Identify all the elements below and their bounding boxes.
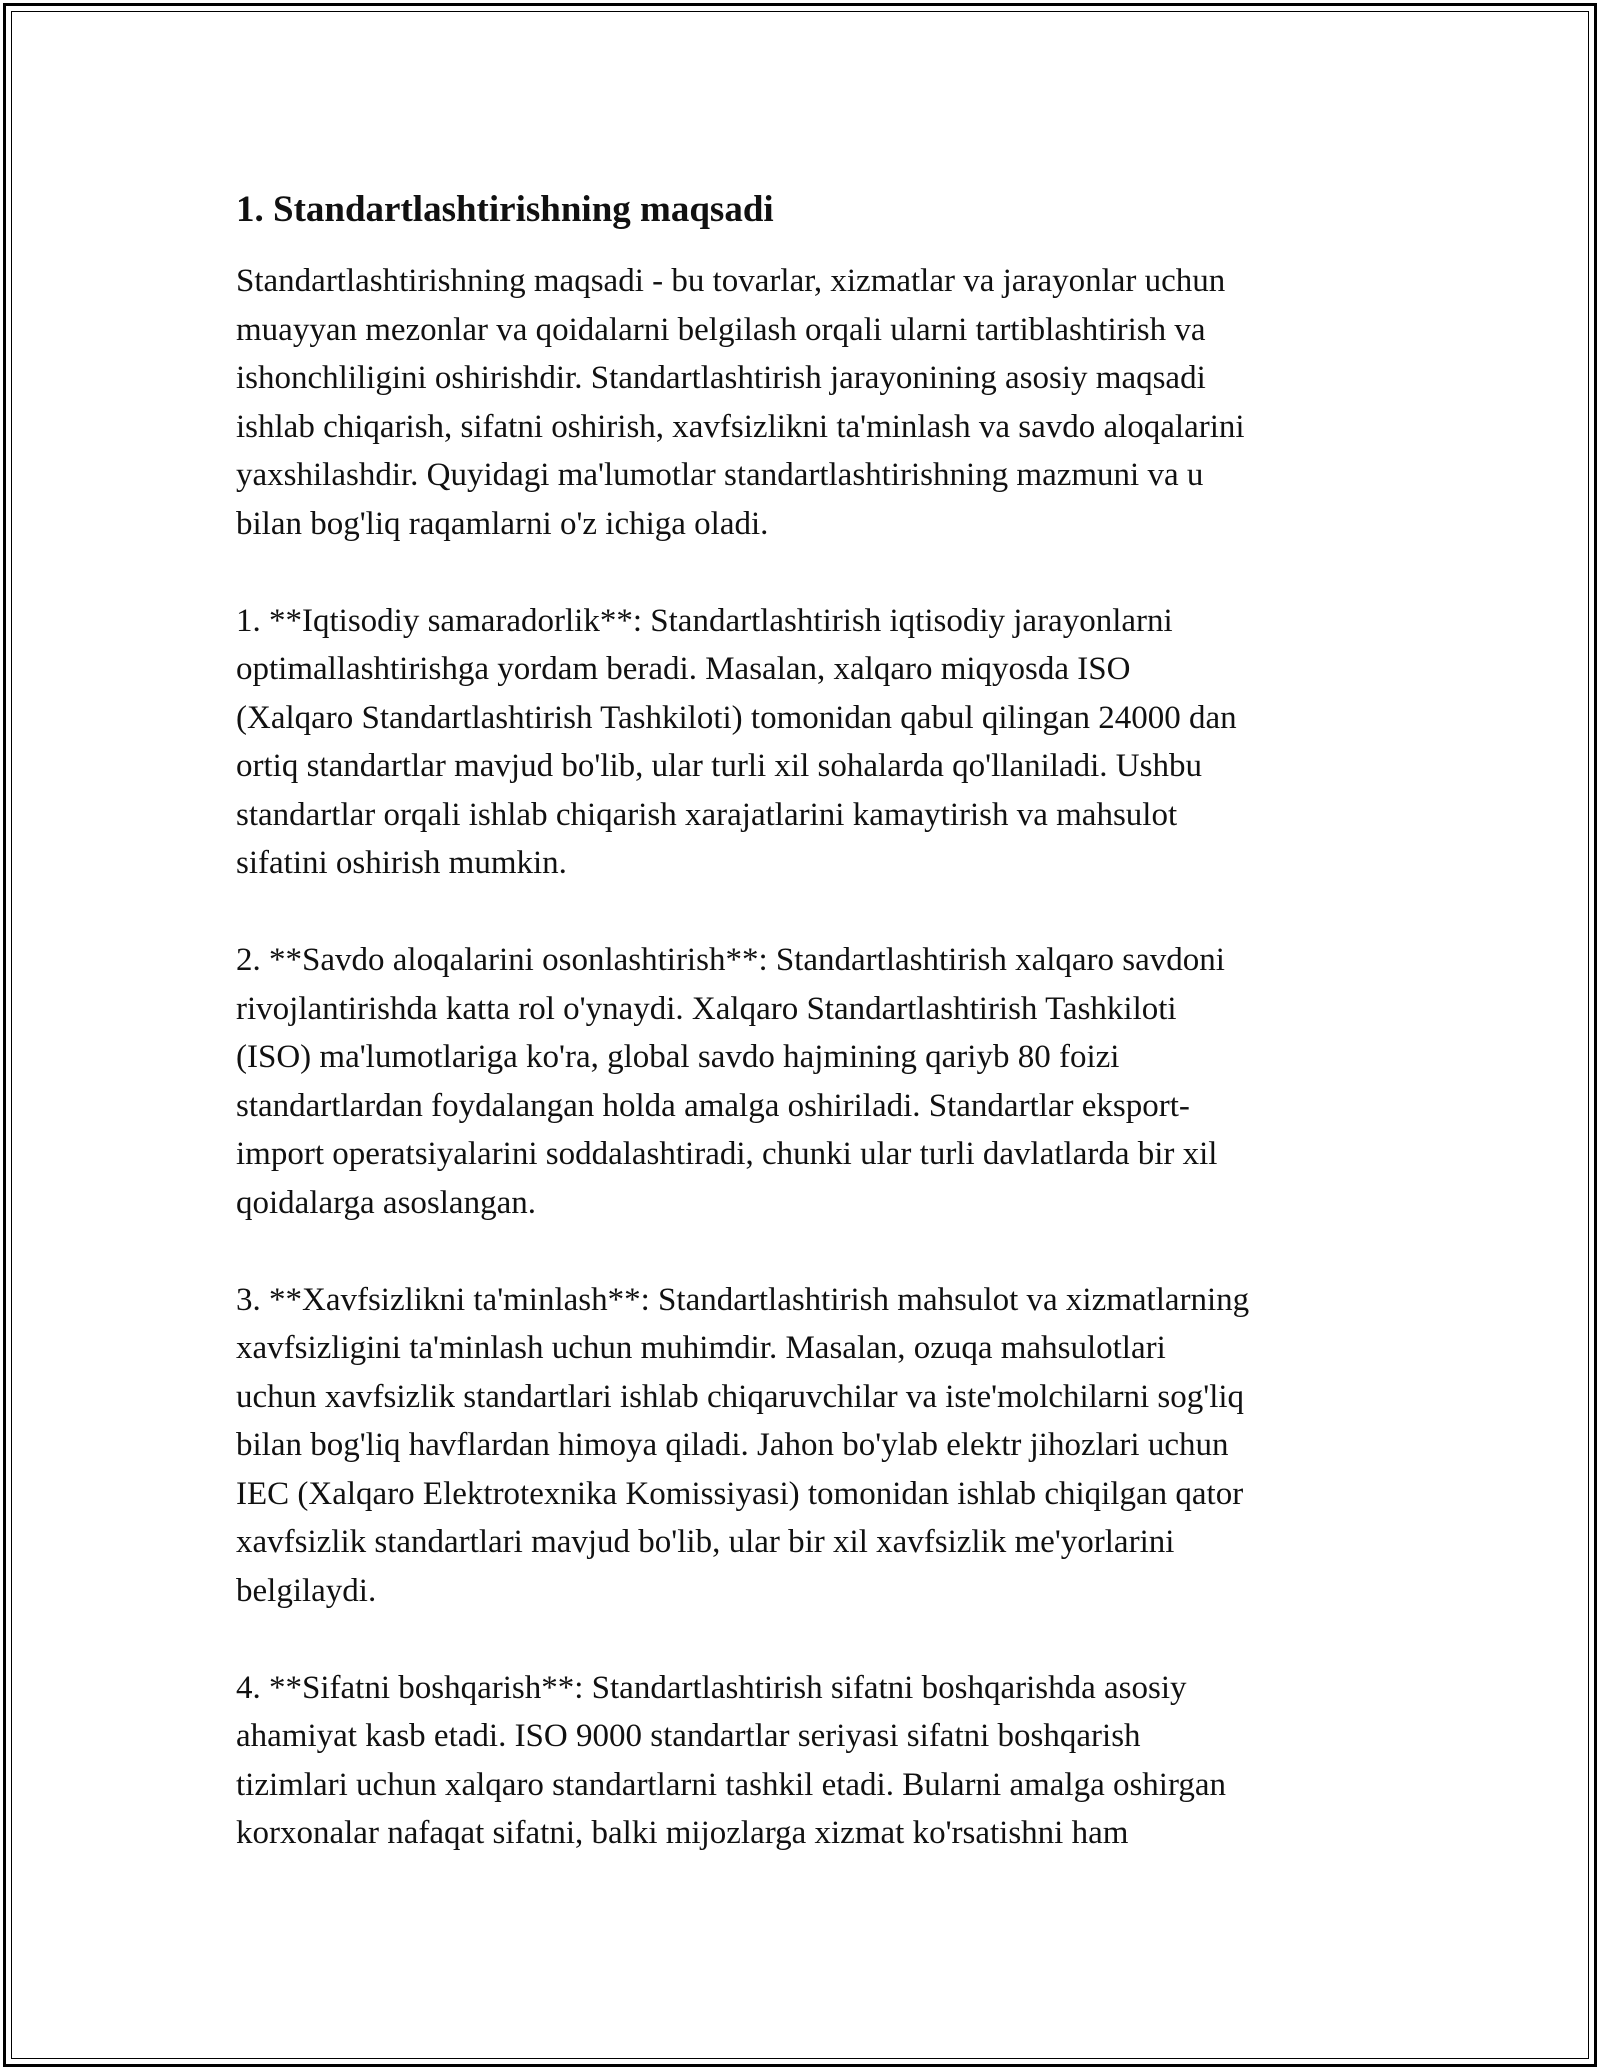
section-heading: 1. Standartlashtirishning maqsadi bbox=[236, 189, 774, 230]
point-economic-efficiency: 1. **Iqtisodiy samaradorlik**: Standartlashtirish iqtisodiy jarayonlarni optimallashtirishga yordam beradi. Masalan, xalqaro miqyosda ISO (Xalqaro Standartlashtirish Tashkiloti) tomonidan qabul qilingan 24000 dan ortiq standartlar mavjud bo'lib, ular turli xil sohalarda qo'llaniladi. Ushbu standartlar orqali ishlab chiqarish xarajatlarini kamaytirish va mahsulot sifatini oshirish mumkin. bbox=[236, 602, 1237, 881]
point-safety: 3. **Xavfsizlikni ta'minlash**: Standartlashtirish mahsulot va xizmatlarning xavfsizligini ta'minlash uchun muhimdir. Masalan, ozuqa mahsulotlari uchun xavfsizlik standartlari ishlab chiqaruvchilar va iste'molchilarni sog'liq bilan bog'liq havflardan himoya qiladi. Jahon bo'ylab elektr jihozlari uchun IEC (Xalqaro Elektrotexnika Komissiyasi) tomonidan ishlab chiqilgan qator xavfsizlik standartlari mavjud bo'lib, ular bir xil xavfsizlik me'yorlarini belgilaydi. bbox=[236, 1281, 1250, 1609]
document-content bbox=[236, 185, 1376, 1906]
point-trade-facilitation: 2. **Savdo aloqalarini osonlashtirish**: Standartlashtirish xalqaro savdoni rivojlantirishda katta rol o'ynaydi. Xalqaro Standartlashtirish Tashkiloti (ISO) ma'lumotlariga ko'ra, global savdo hajmining qariyb 80 foizi standartlardan foydalangan holda amalga oshiriladi. Standartlar eksport- import operatsiyalarini soddalashtiradi, chunki ular turli davlatlarda bir xil qoidalarga asoslangan. bbox=[236, 942, 1225, 1221]
intro-paragraph: Standartlashtirishning maqsadi - bu tovarlar, xizmatlar va jarayonlar uchun muayyan mezonlar va qoidalarni belgilash orqali ularni tartiblashtirish va ishonchliligini oshirishdir. Standartlashtirish jarayonining asosiy maqsadi ishlab chiqarish, sifatni oshirish, xavfsizlikni ta'minlash va savdo aloqalarini yaxshilashdir. Quyidagi ma'lumotlar standartlashtirishning mazmuni va u bilan bog'liq raqamlarni o'z ichiga oladi. bbox=[236, 263, 1245, 542]
point-quality-management: 4. **Sifatni boshqarish**: Standartlashtirish sifatni boshqarishda asosiy ahamiyat kasb etadi. ISO 9000 standartlar seriyasi sifatni boshqarish tizimlari uchun xalqaro standartlarni tashkil etadi. Bularni amalga oshirgan korxonalar nafaqat sifatni, balki mijozlarga xizmat ko'rsatishni ham bbox=[236, 1669, 1227, 1851]
